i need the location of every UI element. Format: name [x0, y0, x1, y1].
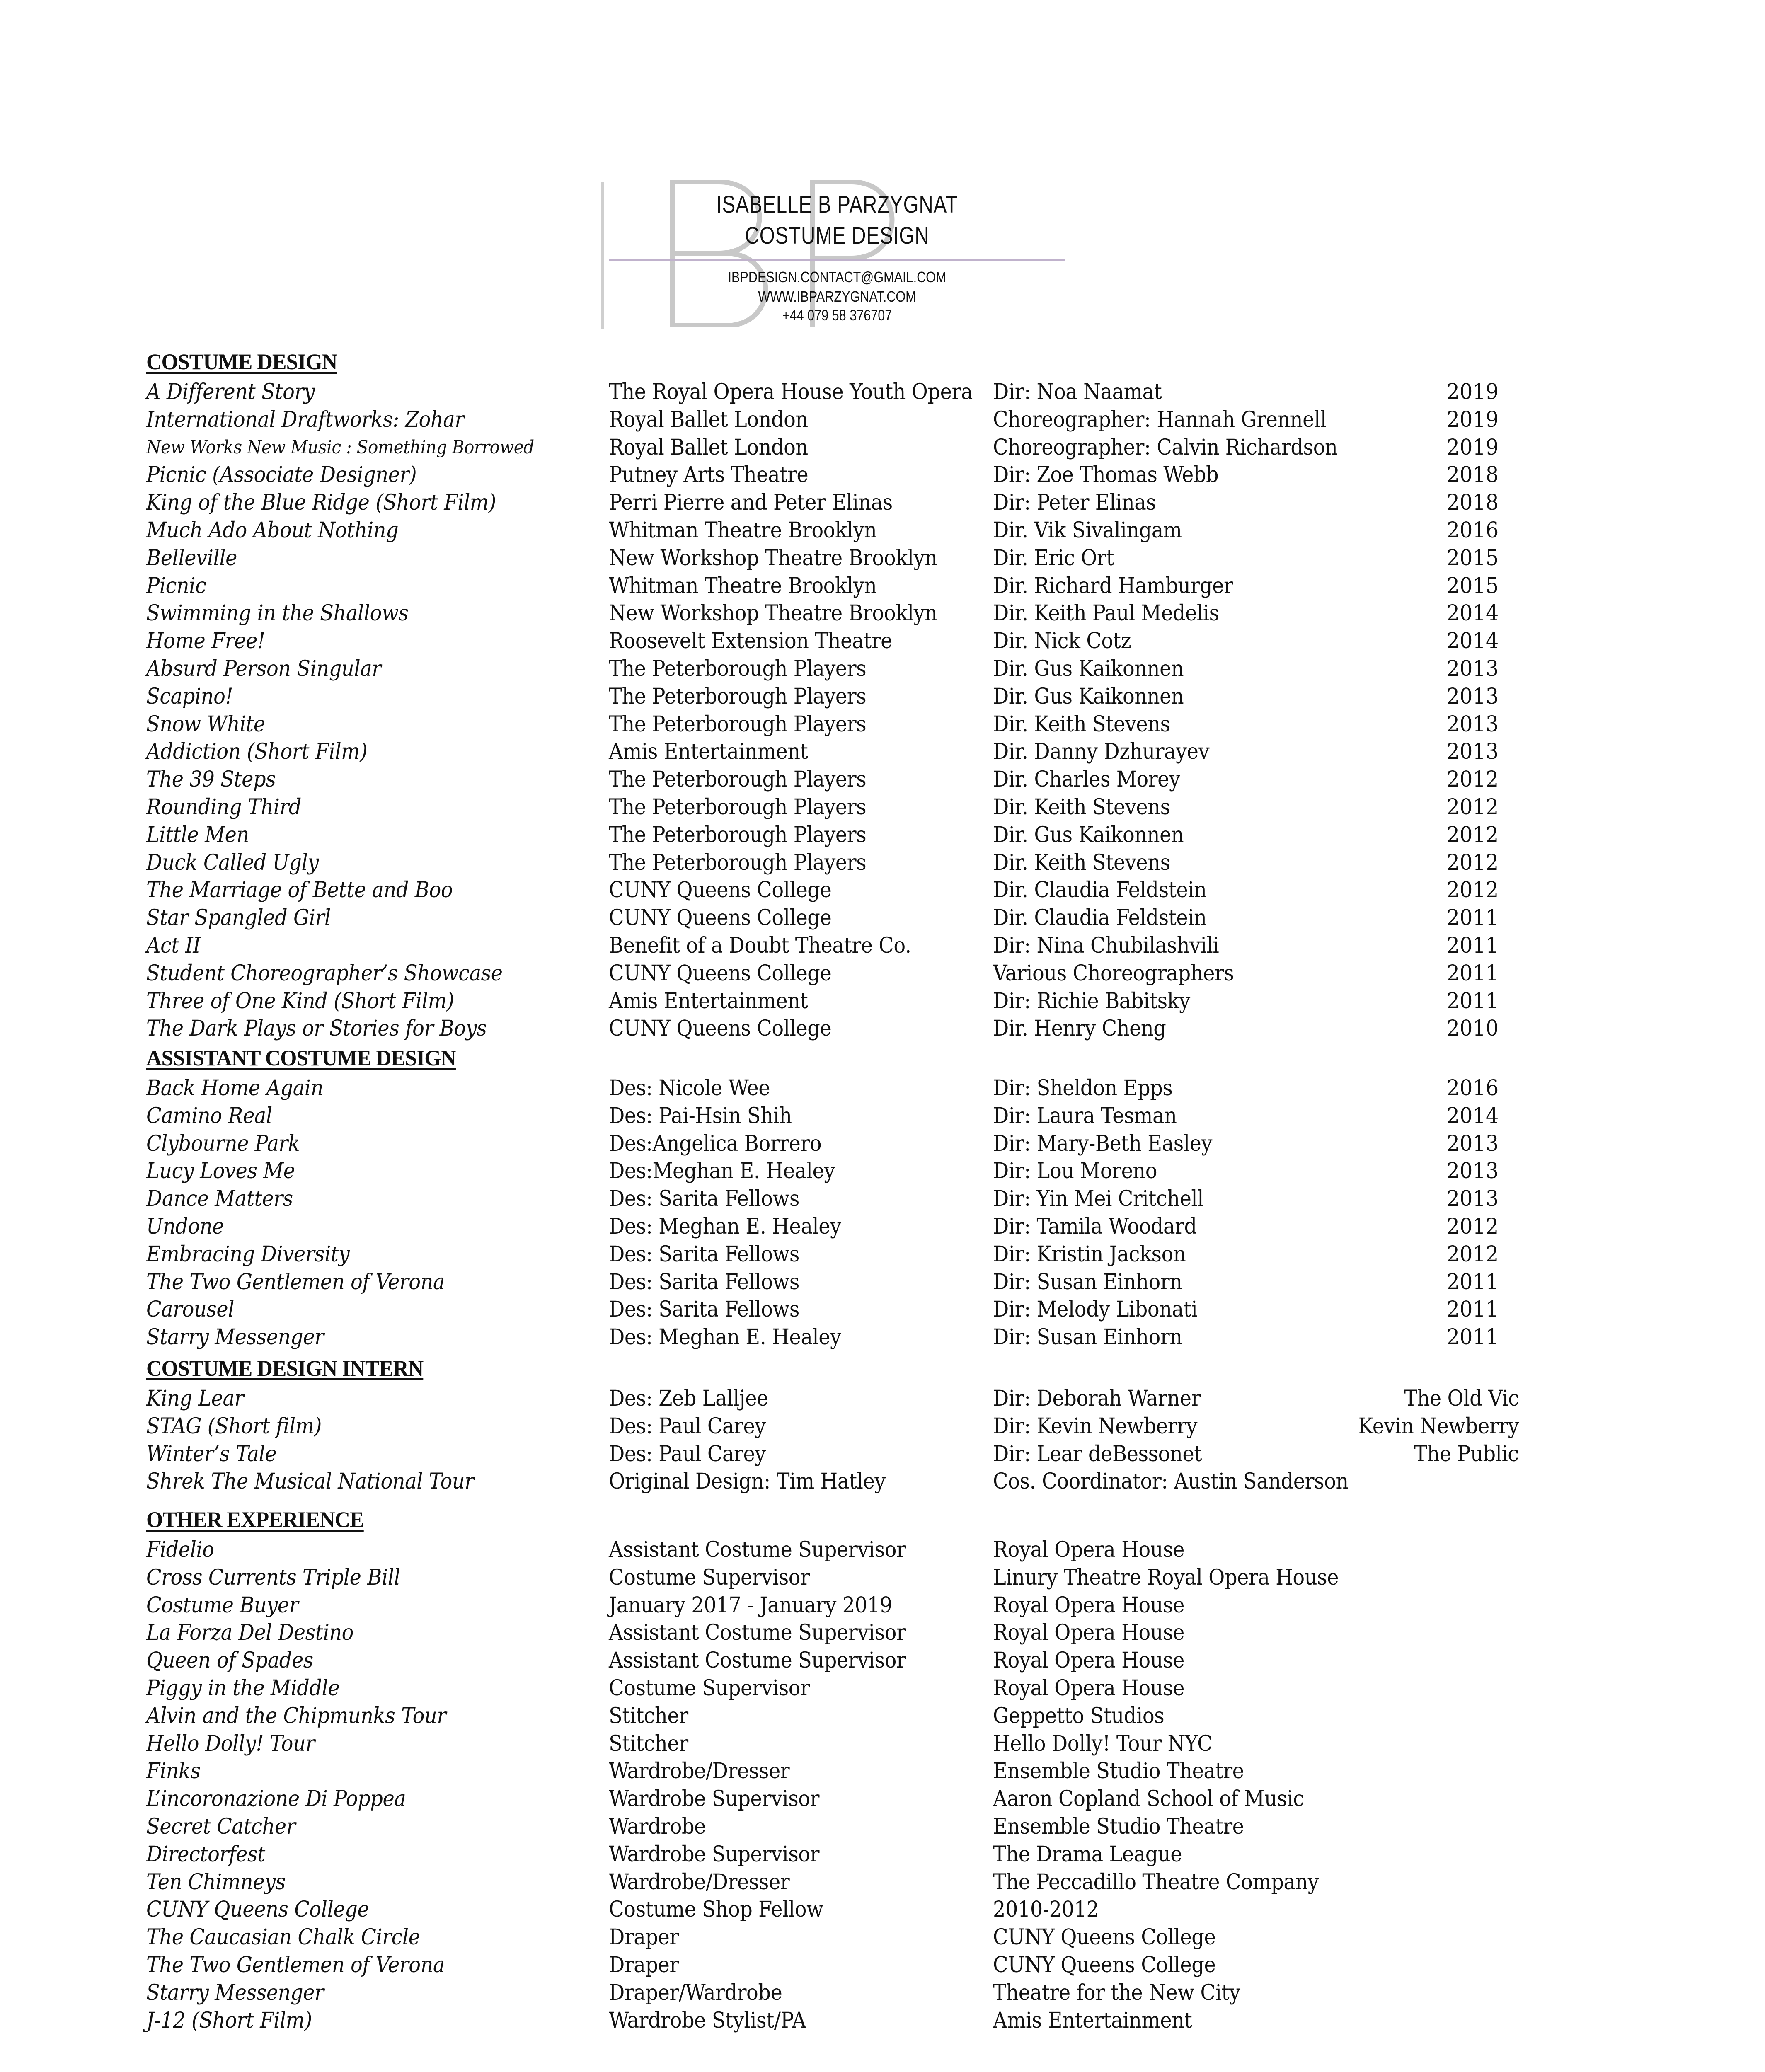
- experience-role: Costume Supervisor: [609, 1565, 810, 1590]
- experience-venue: Royal Opera House: [993, 1675, 1185, 1701]
- production-title: Little Men: [146, 822, 249, 847]
- production-venue: The Peterborough Players: [609, 850, 867, 875]
- production-venue: The Peterborough Players: [609, 656, 867, 681]
- production-venue: CUNY Queens College: [609, 878, 832, 903]
- experience-venue: Hello Dolly! Tour NYC: [993, 1731, 1213, 1756]
- production-director: Various Choreographers: [993, 961, 1234, 986]
- production-title: Scapino!: [146, 684, 233, 709]
- list-item: [146, 1102, 1555, 1130]
- list-item: [146, 434, 1555, 462]
- production-venue: CUNY Queens College: [609, 961, 832, 986]
- production-director: Dir. Eric Ort: [993, 545, 1114, 571]
- list-item: [146, 1702, 1555, 1730]
- production-title: Camino Real: [146, 1103, 272, 1128]
- production-venue: New Workshop Theatre Brooklyn: [609, 545, 937, 571]
- experience-role: January 2017 - January 2019: [609, 1593, 892, 1618]
- production-year: 2011: [1446, 1325, 1499, 1350]
- experience-venue: Aaron Copland School of Music: [993, 1786, 1304, 1812]
- production-venue: The Peterborough Players: [609, 794, 867, 820]
- production-company: Kevin Newberry: [1358, 1414, 1519, 1439]
- production-year: 2019: [1446, 407, 1499, 432]
- experience-role: Draper/Wardrobe: [609, 1980, 782, 2005]
- production-year: 2014: [1446, 601, 1499, 626]
- production-venue: Benefit of a Doubt Theatre Co.: [609, 933, 911, 958]
- production-director: Dir: Laura Tesman: [993, 1103, 1177, 1128]
- production-director: Dir: Zoe Thomas Webb: [993, 462, 1219, 488]
- list-item: [146, 627, 1555, 655]
- list-item: [146, 1241, 1555, 1268]
- production-director: Dir. Claudia Feldstein: [993, 878, 1207, 903]
- section-other-experience: [146, 1507, 1555, 2034]
- experience-title: J-12 (Short Film): [146, 2008, 312, 2033]
- production-venue: Amis Entertainment: [609, 739, 808, 765]
- production-title: Student Choreographer’s Showcase: [146, 961, 503, 986]
- experience-venue: Amis Entertainment: [993, 2008, 1192, 2033]
- production-year: 2015: [1446, 545, 1499, 571]
- list-item: [146, 1324, 1555, 1351]
- production-year: 2019: [1446, 435, 1499, 460]
- production-designer: Des: Meghan E. Healey: [609, 1325, 841, 1350]
- production-year: 2014: [1446, 629, 1499, 654]
- production-title: The 39 Steps: [146, 767, 276, 792]
- costume-design-intern-list: [146, 1385, 1555, 1496]
- experience-venue: Geppetto Studios: [993, 1703, 1165, 1728]
- designer-name: ISABELLE B PARZYGNAT: [716, 191, 958, 218]
- production-year: 2018: [1446, 490, 1499, 516]
- section-heading: ASSISTANT COSTUME DESIGN: [146, 1046, 456, 1070]
- designer-title: COSTUME DESIGN: [745, 222, 930, 249]
- list-item: [146, 1213, 1555, 1241]
- production-venue: The Royal Opera House Youth Opera: [609, 380, 973, 404]
- production-year: 2013: [1446, 1186, 1499, 1212]
- production-venue: Whitman Theatre Brooklyn: [609, 573, 877, 598]
- contact-phone: +44 079 58 376707: [782, 307, 892, 324]
- list-item: [146, 545, 1555, 572]
- list-item: [146, 1924, 1555, 1951]
- experience-role: Stitcher: [609, 1703, 688, 1728]
- list-item: [146, 1157, 1555, 1185]
- experience-title: Starry Messenger: [146, 1980, 324, 2005]
- production-year: 2011: [1446, 933, 1499, 958]
- production-title: Embracing Diversity: [146, 1242, 350, 1267]
- production-year: 2013: [1446, 1159, 1499, 1184]
- list-item: [146, 489, 1555, 517]
- production-year: 2016: [1446, 1076, 1499, 1101]
- production-year: 2011: [1446, 988, 1499, 1014]
- production-title: Home Free!: [146, 629, 265, 654]
- production-title: The Marriage of Bette and Boo: [146, 878, 453, 903]
- experience-title: Costume Buyer: [146, 1593, 299, 1618]
- experience-role: Draper: [609, 1952, 679, 1978]
- production-year: 2012: [1446, 822, 1499, 847]
- list-item: [146, 1268, 1555, 1296]
- production-title: Addiction (Short Film): [146, 739, 368, 765]
- list-item: [146, 1619, 1555, 1647]
- section-heading: COSTUME DESIGN: [146, 349, 337, 374]
- production-director: Dir. Gus Kaikonnen: [993, 656, 1184, 681]
- list-item: [146, 2007, 1555, 2035]
- experience-role: Stitcher: [609, 1731, 688, 1756]
- production-designer: Des: Sarita Fellows: [609, 1186, 800, 1212]
- production-year: 2011: [1446, 1269, 1499, 1295]
- production-year: 2012: [1446, 850, 1499, 875]
- list-item: [146, 1896, 1555, 1924]
- experience-title: The Caucasian Chalk Circle: [146, 1925, 420, 1950]
- experience-title: Secret Catcher: [146, 1814, 296, 1839]
- production-director: Dir: Mary-Beth Easley: [993, 1131, 1213, 1156]
- production-director: Dir: Susan Einhorn: [993, 1325, 1182, 1350]
- production-designer: Des: Nicole Wee: [609, 1076, 770, 1101]
- production-director: Dir. Gus Kaikonnen: [993, 822, 1184, 847]
- production-director: Dir. Henry Cheng: [993, 1016, 1166, 1041]
- list-item: [146, 960, 1555, 988]
- experience-title: Cross Currents Triple Bill: [146, 1565, 400, 1590]
- experience-role: Wardrobe Supervisor: [609, 1786, 820, 1812]
- production-year: 2011: [1446, 961, 1499, 986]
- list-item: [146, 794, 1555, 821]
- experience-title: The Two Gentlemen of Verona: [146, 1952, 445, 1978]
- production-title: The Two Gentlemen of Verona: [146, 1269, 445, 1295]
- experience-venue: Linury Theatre Royal Opera House: [993, 1565, 1339, 1590]
- production-year: 2016: [1446, 518, 1499, 543]
- production-title: A Different Story: [146, 380, 315, 404]
- list-item: [146, 1813, 1555, 1841]
- production-title: Starry Messenger: [146, 1325, 324, 1350]
- production-director: Dir. Keith Paul Medelis: [993, 601, 1219, 626]
- production-venue: Perri Pierre and Peter Elinas: [609, 490, 893, 516]
- production-director: Dir. Danny Dzhurayev: [993, 739, 1210, 765]
- production-designer: Des: Sarita Fellows: [609, 1269, 800, 1295]
- experience-role: Wardrobe/Dresser: [609, 1759, 790, 1784]
- experience-venue: Royal Opera House: [993, 1648, 1185, 1673]
- production-year: 2012: [1446, 794, 1499, 820]
- section-heading: COSTUME DESIGN INTERN: [146, 1356, 424, 1381]
- production-title: Much Ado About Nothing: [146, 518, 399, 543]
- production-director: Dir. Keith Stevens: [993, 712, 1170, 737]
- list-item: [146, 1841, 1555, 1869]
- production-director: Dir: Yin Mei Critchell: [993, 1186, 1204, 1212]
- experience-venue: Theatre for the New City: [993, 1980, 1240, 2005]
- production-venue: Royal Ballet London: [609, 407, 808, 432]
- production-venue: Putney Arts Theatre: [609, 462, 809, 488]
- experience-title: Finks: [146, 1759, 201, 1784]
- experience-title: Alvin and the Chipmunks Tour: [146, 1703, 446, 1728]
- production-venue: CUNY Queens College: [609, 905, 832, 931]
- production-title: Carousel: [146, 1297, 235, 1322]
- experience-title: Queen of Spades: [146, 1648, 313, 1673]
- production-year: 2013: [1446, 1131, 1499, 1156]
- section-costume-design: [146, 349, 1555, 1043]
- production-venue: The Peterborough Players: [609, 767, 867, 792]
- production-director: Dir: Kevin Newberry: [993, 1414, 1198, 1439]
- section-assistant-costume-design: [146, 1046, 1555, 1351]
- production-director: Dir. Charles Morey: [993, 767, 1180, 792]
- production-director: Choreographer: Hannah Grennell: [993, 407, 1327, 432]
- production-year: 2010: [1446, 1016, 1499, 1041]
- list-item: [146, 378, 1555, 406]
- list-item: [146, 1015, 1555, 1043]
- production-director: Dir. Richard Hamburger: [993, 573, 1233, 598]
- production-director: Dir: Sheldon Epps: [993, 1076, 1173, 1101]
- production-year: 2013: [1446, 739, 1499, 765]
- experience-role: Draper: [609, 1925, 679, 1950]
- experience-role: Wardrobe Supervisor: [609, 1842, 820, 1867]
- list-item: [146, 738, 1555, 766]
- costume-design-list: [146, 378, 1555, 1043]
- monogram-letter-i: [601, 182, 604, 329]
- production-venue: Whitman Theatre Brooklyn: [609, 518, 877, 543]
- list-item: [146, 1468, 1555, 1496]
- list-item: [146, 1536, 1555, 1564]
- list-item: [146, 1675, 1555, 1702]
- production-title: Back Home Again: [146, 1076, 323, 1101]
- production-year: 2018: [1446, 462, 1499, 488]
- production-designer: Des: Meghan E. Healey: [609, 1214, 841, 1239]
- production-title: Belleville: [146, 545, 237, 571]
- production-venue: The Peterborough Players: [609, 712, 867, 737]
- experience-title: CUNY Queens College: [146, 1897, 369, 1922]
- production-title: International Draftworks: Zohar: [146, 407, 464, 432]
- experience-title: Fidelio: [146, 1537, 214, 1562]
- list-item: [146, 1130, 1555, 1158]
- experience-role: Assistant Costume Supervisor: [609, 1648, 906, 1673]
- list-item: [146, 1730, 1555, 1758]
- production-designer: Original Design: Tim Hatley: [609, 1469, 886, 1494]
- production-title: Three of One Kind (Short Film): [146, 988, 454, 1014]
- production-designer: Des: Paul Carey: [609, 1441, 766, 1467]
- production-designer: Des: Pai-Hsin Shih: [609, 1103, 792, 1128]
- production-title: Lucy Loves Me: [146, 1159, 295, 1184]
- experience-title: Directorfest: [146, 1842, 265, 1867]
- list-item: [146, 1869, 1555, 1896]
- experience-venue: Royal Opera House: [993, 1620, 1185, 1646]
- contact-website[interactable]: WWW.IBPARZYGNAT.COM: [758, 288, 916, 305]
- production-year: 2012: [1446, 767, 1499, 792]
- production-year: 2014: [1446, 1103, 1499, 1128]
- experience-title: Hello Dolly! Tour: [146, 1731, 315, 1756]
- production-title: The Dark Plays or Stories for Boys: [146, 1016, 487, 1041]
- experience-venue: Royal Opera House: [993, 1537, 1185, 1562]
- production-year: 2013: [1446, 684, 1499, 709]
- production-director: Cos. Coordinator: Austin Sanderson: [993, 1469, 1349, 1494]
- production-director: Dir. Claudia Feldstein: [993, 905, 1207, 931]
- list-item: [146, 1075, 1555, 1102]
- experience-role: Wardrobe Stylist/PA: [609, 2008, 806, 2033]
- production-director: Dir. Gus Kaikonnen: [993, 684, 1184, 709]
- production-director: Dir: Lou Moreno: [993, 1159, 1157, 1184]
- experience-venue: Royal Opera House: [993, 1593, 1185, 1618]
- experience-venue: The Peccadillo Theatre Company: [993, 1869, 1319, 1895]
- production-year: 2012: [1446, 878, 1499, 903]
- production-director: Dir: Peter Elinas: [993, 490, 1156, 516]
- production-venue: Royal Ballet London: [609, 435, 808, 460]
- assistant-costume-design-list: [146, 1075, 1555, 1351]
- experience-role: Assistant Costume Supervisor: [609, 1620, 906, 1646]
- experience-venue: The Drama League: [993, 1842, 1182, 1867]
- production-venue: New Workshop Theatre Brooklyn: [609, 601, 937, 626]
- production-director: Dir. Nick Cotz: [993, 629, 1131, 654]
- experience-role: Costume Supervisor: [609, 1675, 810, 1701]
- letterhead-logo: [597, 166, 1077, 332]
- production-title: Winter’s Tale: [146, 1441, 277, 1467]
- production-director: Dir. Keith Stevens: [993, 794, 1170, 820]
- production-title: Dance Matters: [146, 1186, 293, 1212]
- experience-title: Ten Chimneys: [146, 1869, 286, 1895]
- list-item: [146, 600, 1555, 627]
- list-item: [146, 461, 1555, 489]
- list-item: [146, 1564, 1555, 1592]
- list-item: [146, 988, 1555, 1015]
- list-item: [146, 1413, 1555, 1440]
- list-item: [146, 711, 1555, 738]
- production-year: 2012: [1446, 1214, 1499, 1239]
- section-costume-design-intern: [146, 1356, 1555, 1496]
- production-designer: Des: Paul Carey: [609, 1414, 766, 1439]
- experience-venue: CUNY Queens College: [993, 1952, 1216, 1978]
- experience-role: Assistant Costume Supervisor: [609, 1537, 906, 1562]
- production-company: The Old Vic: [1404, 1386, 1519, 1411]
- production-title: Shrek The Musical National Tour: [146, 1469, 474, 1494]
- list-item: [146, 1296, 1555, 1324]
- production-director: Dir: Lear deBessonet: [993, 1441, 1202, 1467]
- list-item: [146, 406, 1555, 434]
- experience-title: L’incoronazione Di Poppea: [146, 1786, 406, 1812]
- production-director: Dir. Keith Stevens: [993, 850, 1170, 875]
- production-title: Picnic: [146, 573, 206, 598]
- production-title: Duck Called Ugly: [146, 850, 319, 875]
- production-director: Dir: Melody Libonati: [993, 1297, 1198, 1322]
- production-year: 2011: [1446, 905, 1499, 931]
- contact-email[interactable]: IBPDESIGN.CONTACT@GMAIL.COM: [728, 269, 947, 286]
- list-item: [146, 849, 1555, 877]
- experience-title: Piggy in the Middle: [146, 1675, 340, 1701]
- list-item: [146, 1647, 1555, 1675]
- header-divider: [609, 259, 1065, 261]
- production-director: Dir: Nina Chubilashvili: [993, 933, 1219, 958]
- production-year: 2013: [1446, 712, 1499, 737]
- production-director: Dir. Vik Sivalingam: [993, 518, 1182, 543]
- production-venue: The Peterborough Players: [609, 822, 867, 847]
- production-title: STAG (Short film): [146, 1414, 322, 1439]
- list-item: [146, 1385, 1555, 1413]
- list-item: [146, 1785, 1555, 1813]
- list-item: [146, 1440, 1555, 1468]
- production-year: 2012: [1446, 1242, 1499, 1267]
- list-item: [146, 683, 1555, 711]
- production-designer: Des: Sarita Fellows: [609, 1297, 800, 1322]
- experience-venue: 2010-2012: [993, 1897, 1099, 1922]
- production-designer: Des:Meghan E. Healey: [609, 1159, 835, 1184]
- list-item: [146, 1979, 1555, 2007]
- production-year: 2011: [1446, 1297, 1499, 1322]
- list-item: [146, 1951, 1555, 1979]
- list-item: [146, 517, 1555, 545]
- list-item: [146, 821, 1555, 849]
- production-title: Clybourne Park: [146, 1131, 300, 1156]
- production-designer: Des: Zeb Lalljee: [609, 1386, 768, 1411]
- production-venue: Roosevelt Extension Theatre: [609, 629, 893, 654]
- production-venue: The Peterborough Players: [609, 684, 867, 709]
- other-experience-list: [146, 1536, 1555, 2034]
- list-item: [146, 932, 1555, 960]
- production-title: Swimming in the Shallows: [146, 601, 409, 626]
- production-title: King of the Blue Ridge (Short Film): [146, 490, 496, 516]
- production-director: Dir: Kristin Jackson: [993, 1242, 1186, 1267]
- list-item: [146, 572, 1555, 600]
- production-year: 2013: [1446, 656, 1499, 681]
- production-title: Picnic (Associate Designer): [146, 462, 417, 488]
- list-item: [146, 655, 1555, 683]
- production-title: New Works New Music : Something Borrowed: [146, 436, 534, 458]
- production-director: Dir: Tamila Woodard: [993, 1214, 1197, 1239]
- production-title: Act II: [146, 933, 201, 958]
- list-item: [146, 1592, 1555, 1619]
- production-company: The Public: [1414, 1441, 1519, 1467]
- experience-title: La Forza Del Destino: [146, 1620, 354, 1646]
- production-venue: CUNY Queens College: [609, 1016, 832, 1041]
- list-item: [146, 766, 1555, 794]
- experience-role: Wardrobe/Dresser: [609, 1869, 790, 1895]
- production-title: Rounding Third: [146, 794, 302, 820]
- production-director: Dir: Noa Naamat: [993, 380, 1162, 404]
- production-director: Dir: Richie Babitsky: [993, 988, 1190, 1014]
- production-year: 2019: [1446, 380, 1499, 404]
- list-item: [146, 876, 1555, 904]
- production-designer: Des: Sarita Fellows: [609, 1242, 800, 1267]
- section-heading: OTHER EXPERIENCE: [146, 1507, 364, 1532]
- list-item: [146, 1757, 1555, 1785]
- experience-venue: CUNY Queens College: [993, 1925, 1216, 1950]
- production-director: Dir: Susan Einhorn: [993, 1269, 1182, 1295]
- list-item: [146, 904, 1555, 932]
- production-title: King Lear: [146, 1386, 244, 1411]
- list-item: [146, 1185, 1555, 1213]
- production-title: Star Spangled Girl: [146, 905, 331, 931]
- production-director: Dir: Deborah Warner: [993, 1386, 1201, 1411]
- experience-role: Wardrobe: [609, 1814, 706, 1839]
- production-title: Snow White: [146, 712, 265, 737]
- production-venue: Amis Entertainment: [609, 988, 808, 1014]
- experience-role: Costume Shop Fellow: [609, 1897, 823, 1922]
- production-director: Choreographer: Calvin Richardson: [993, 435, 1338, 460]
- experience-venue: Ensemble Studio Theatre: [993, 1814, 1244, 1839]
- production-designer: Des:Angelica Borrero: [609, 1131, 822, 1156]
- production-year: 2015: [1446, 573, 1499, 598]
- production-title: Undone: [146, 1214, 224, 1239]
- production-title: Absurd Person Singular: [146, 656, 381, 681]
- experience-venue: Ensemble Studio Theatre: [993, 1759, 1244, 1784]
